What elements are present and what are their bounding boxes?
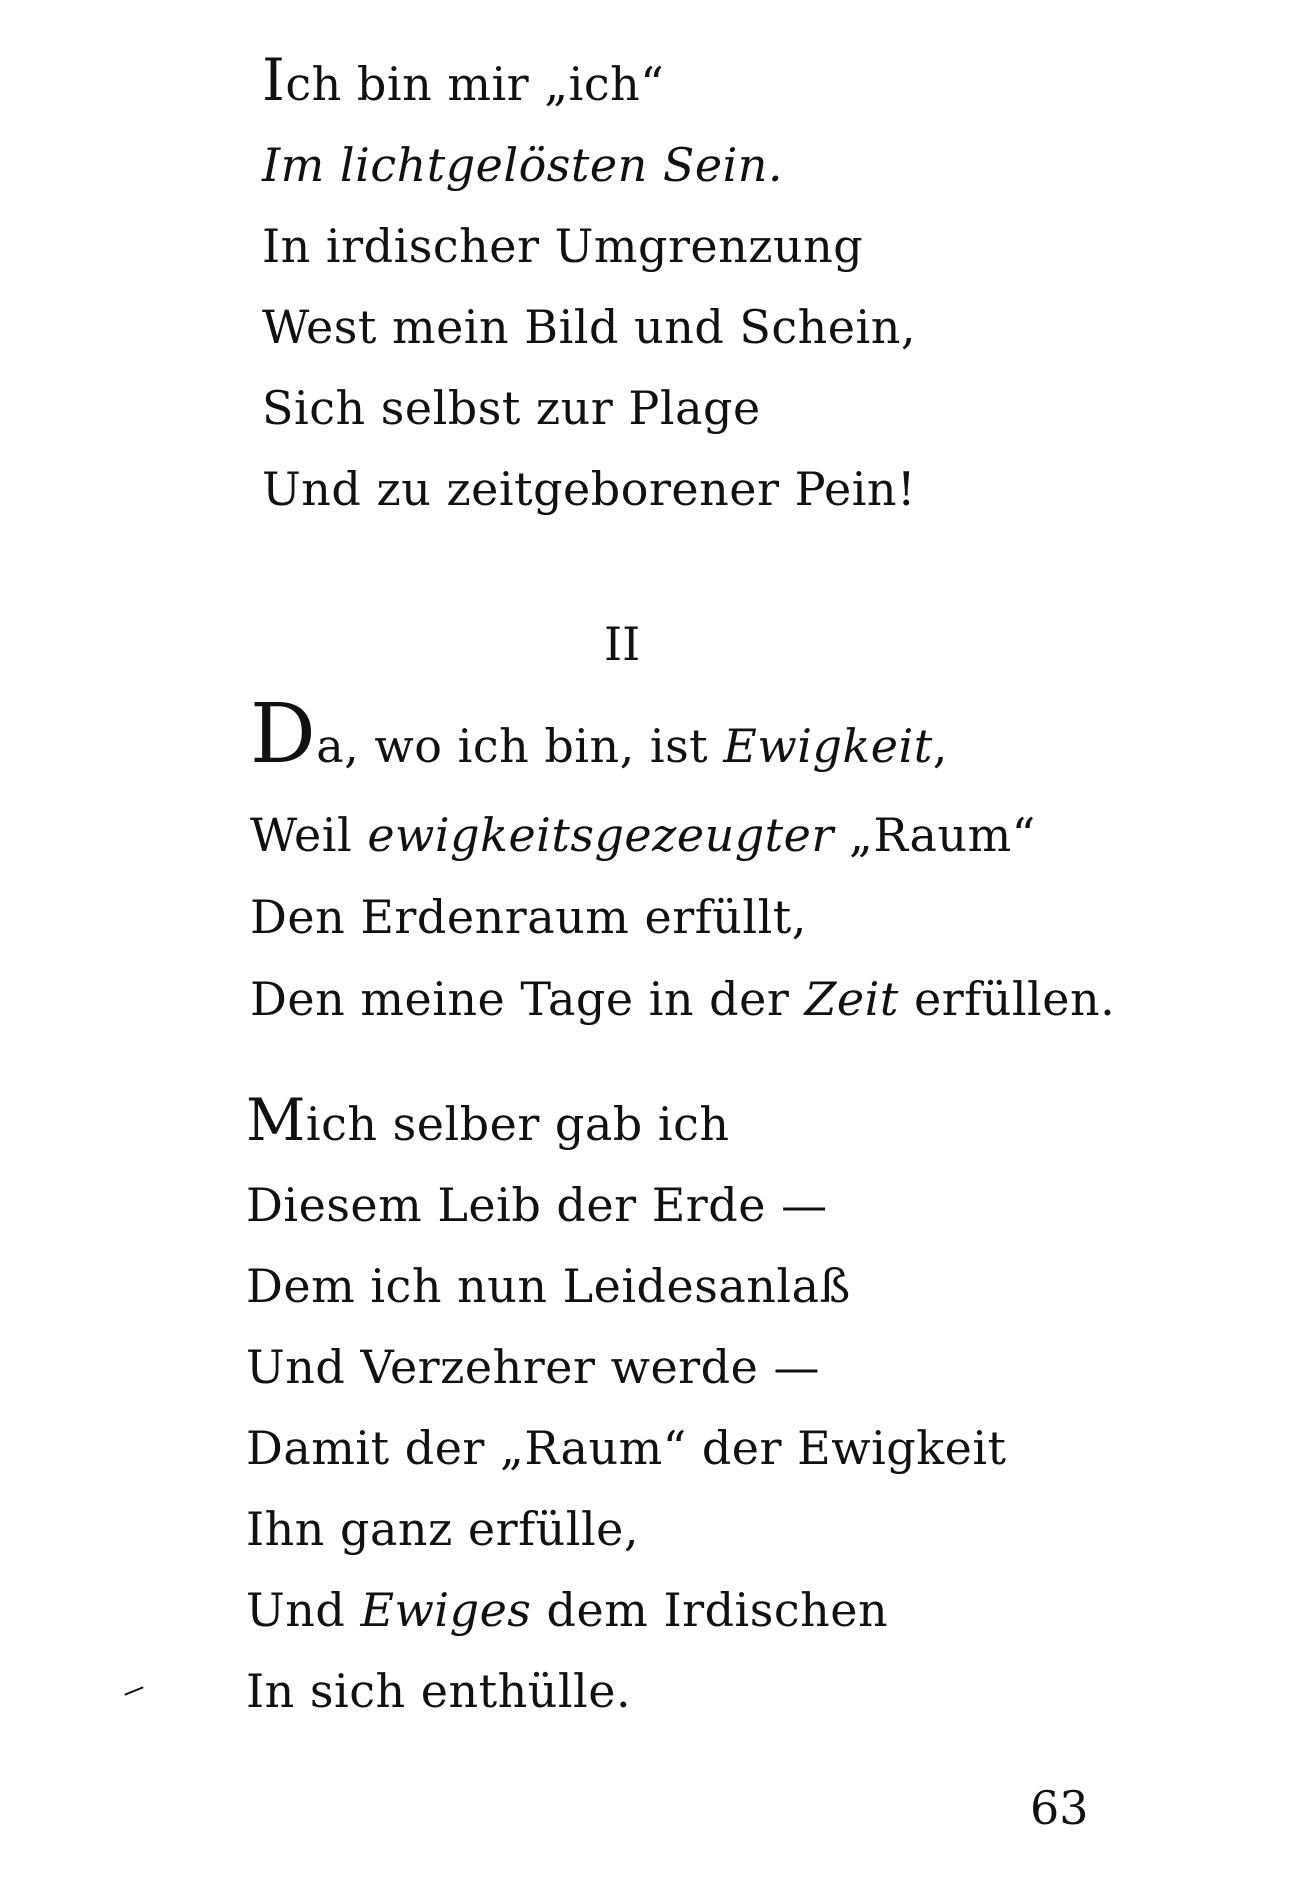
poem-line: [246, 1246, 1007, 1327]
line-text: ,: [932, 719, 948, 773]
italic-text: Zeit: [804, 972, 899, 1026]
line-text: Diesem Leib der Erde —: [246, 1178, 828, 1232]
page-number: 63: [1030, 1781, 1089, 1835]
initial-letter: I: [262, 46, 286, 114]
poem-line: [262, 206, 916, 287]
line-text: West mein Bild und Schein,: [262, 300, 916, 354]
line-text: In irdischer Umgrenzung: [262, 219, 864, 273]
line-text: ch bin mir „ich“: [285, 57, 665, 111]
poem-line: [250, 958, 1115, 1040]
poem-line: [246, 1489, 1007, 1570]
poem-line: [246, 1651, 1007, 1732]
line-text: „Raum“: [833, 808, 1036, 862]
margin-pencil-mark: [124, 1686, 143, 1695]
italic-text: Ewigkeit: [723, 719, 933, 773]
poem-line: [250, 876, 1115, 958]
line-text: In sich enthülle.: [246, 1664, 632, 1718]
stanza-1: [262, 44, 916, 530]
poem-line: [246, 1084, 1007, 1165]
stanza-2: [250, 687, 1116, 1040]
line-text: Weil: [250, 808, 368, 862]
poem-line: [246, 1408, 1007, 1489]
poem-line: [250, 687, 1115, 794]
stanza-3: [246, 1084, 1007, 1732]
poem-line: [246, 1570, 1007, 1651]
poem-line: [262, 368, 916, 449]
poem-line: [262, 125, 916, 206]
italic-text: Ewiges: [360, 1583, 532, 1637]
line-text: Ihn ganz erfülle,: [246, 1502, 640, 1556]
line-text: Dem ich nun Leidesanlaß: [246, 1259, 851, 1313]
drop-initial: D: [250, 687, 317, 782]
line-text: Sich selbst zur Plage: [262, 381, 761, 435]
line-text: ich selber gab ich: [305, 1097, 730, 1151]
line-text: Den meine Tage in der: [250, 972, 805, 1026]
line-text: Und: [246, 1583, 361, 1637]
poem-line: [262, 44, 916, 125]
section-numeral: II: [604, 617, 641, 671]
poem-line: [262, 449, 916, 530]
line-text: Den Erdenraum erfüllt,: [250, 890, 807, 944]
line-text: Und Verzehrer werde —: [246, 1340, 820, 1394]
poem-line: [250, 794, 1115, 876]
line-text: Damit der „Raum“ der Ewigkeit: [246, 1421, 1007, 1475]
poem-line: [246, 1165, 1007, 1246]
initial-letter: M: [246, 1086, 306, 1154]
italic-text: ewigkeitsgezeugter: [367, 808, 834, 862]
poem-line: [262, 287, 916, 368]
line-text: erfüllen.: [898, 972, 1116, 1026]
italic-text: Im lichtgelösten Sein.: [262, 138, 784, 192]
line-text: Und zu zeitgeborener Pein!: [262, 462, 917, 516]
line-text: dem Irdischen: [531, 1583, 889, 1637]
poem-line: [246, 1327, 1007, 1408]
line-text: a, wo ich bin, ist: [316, 719, 724, 773]
